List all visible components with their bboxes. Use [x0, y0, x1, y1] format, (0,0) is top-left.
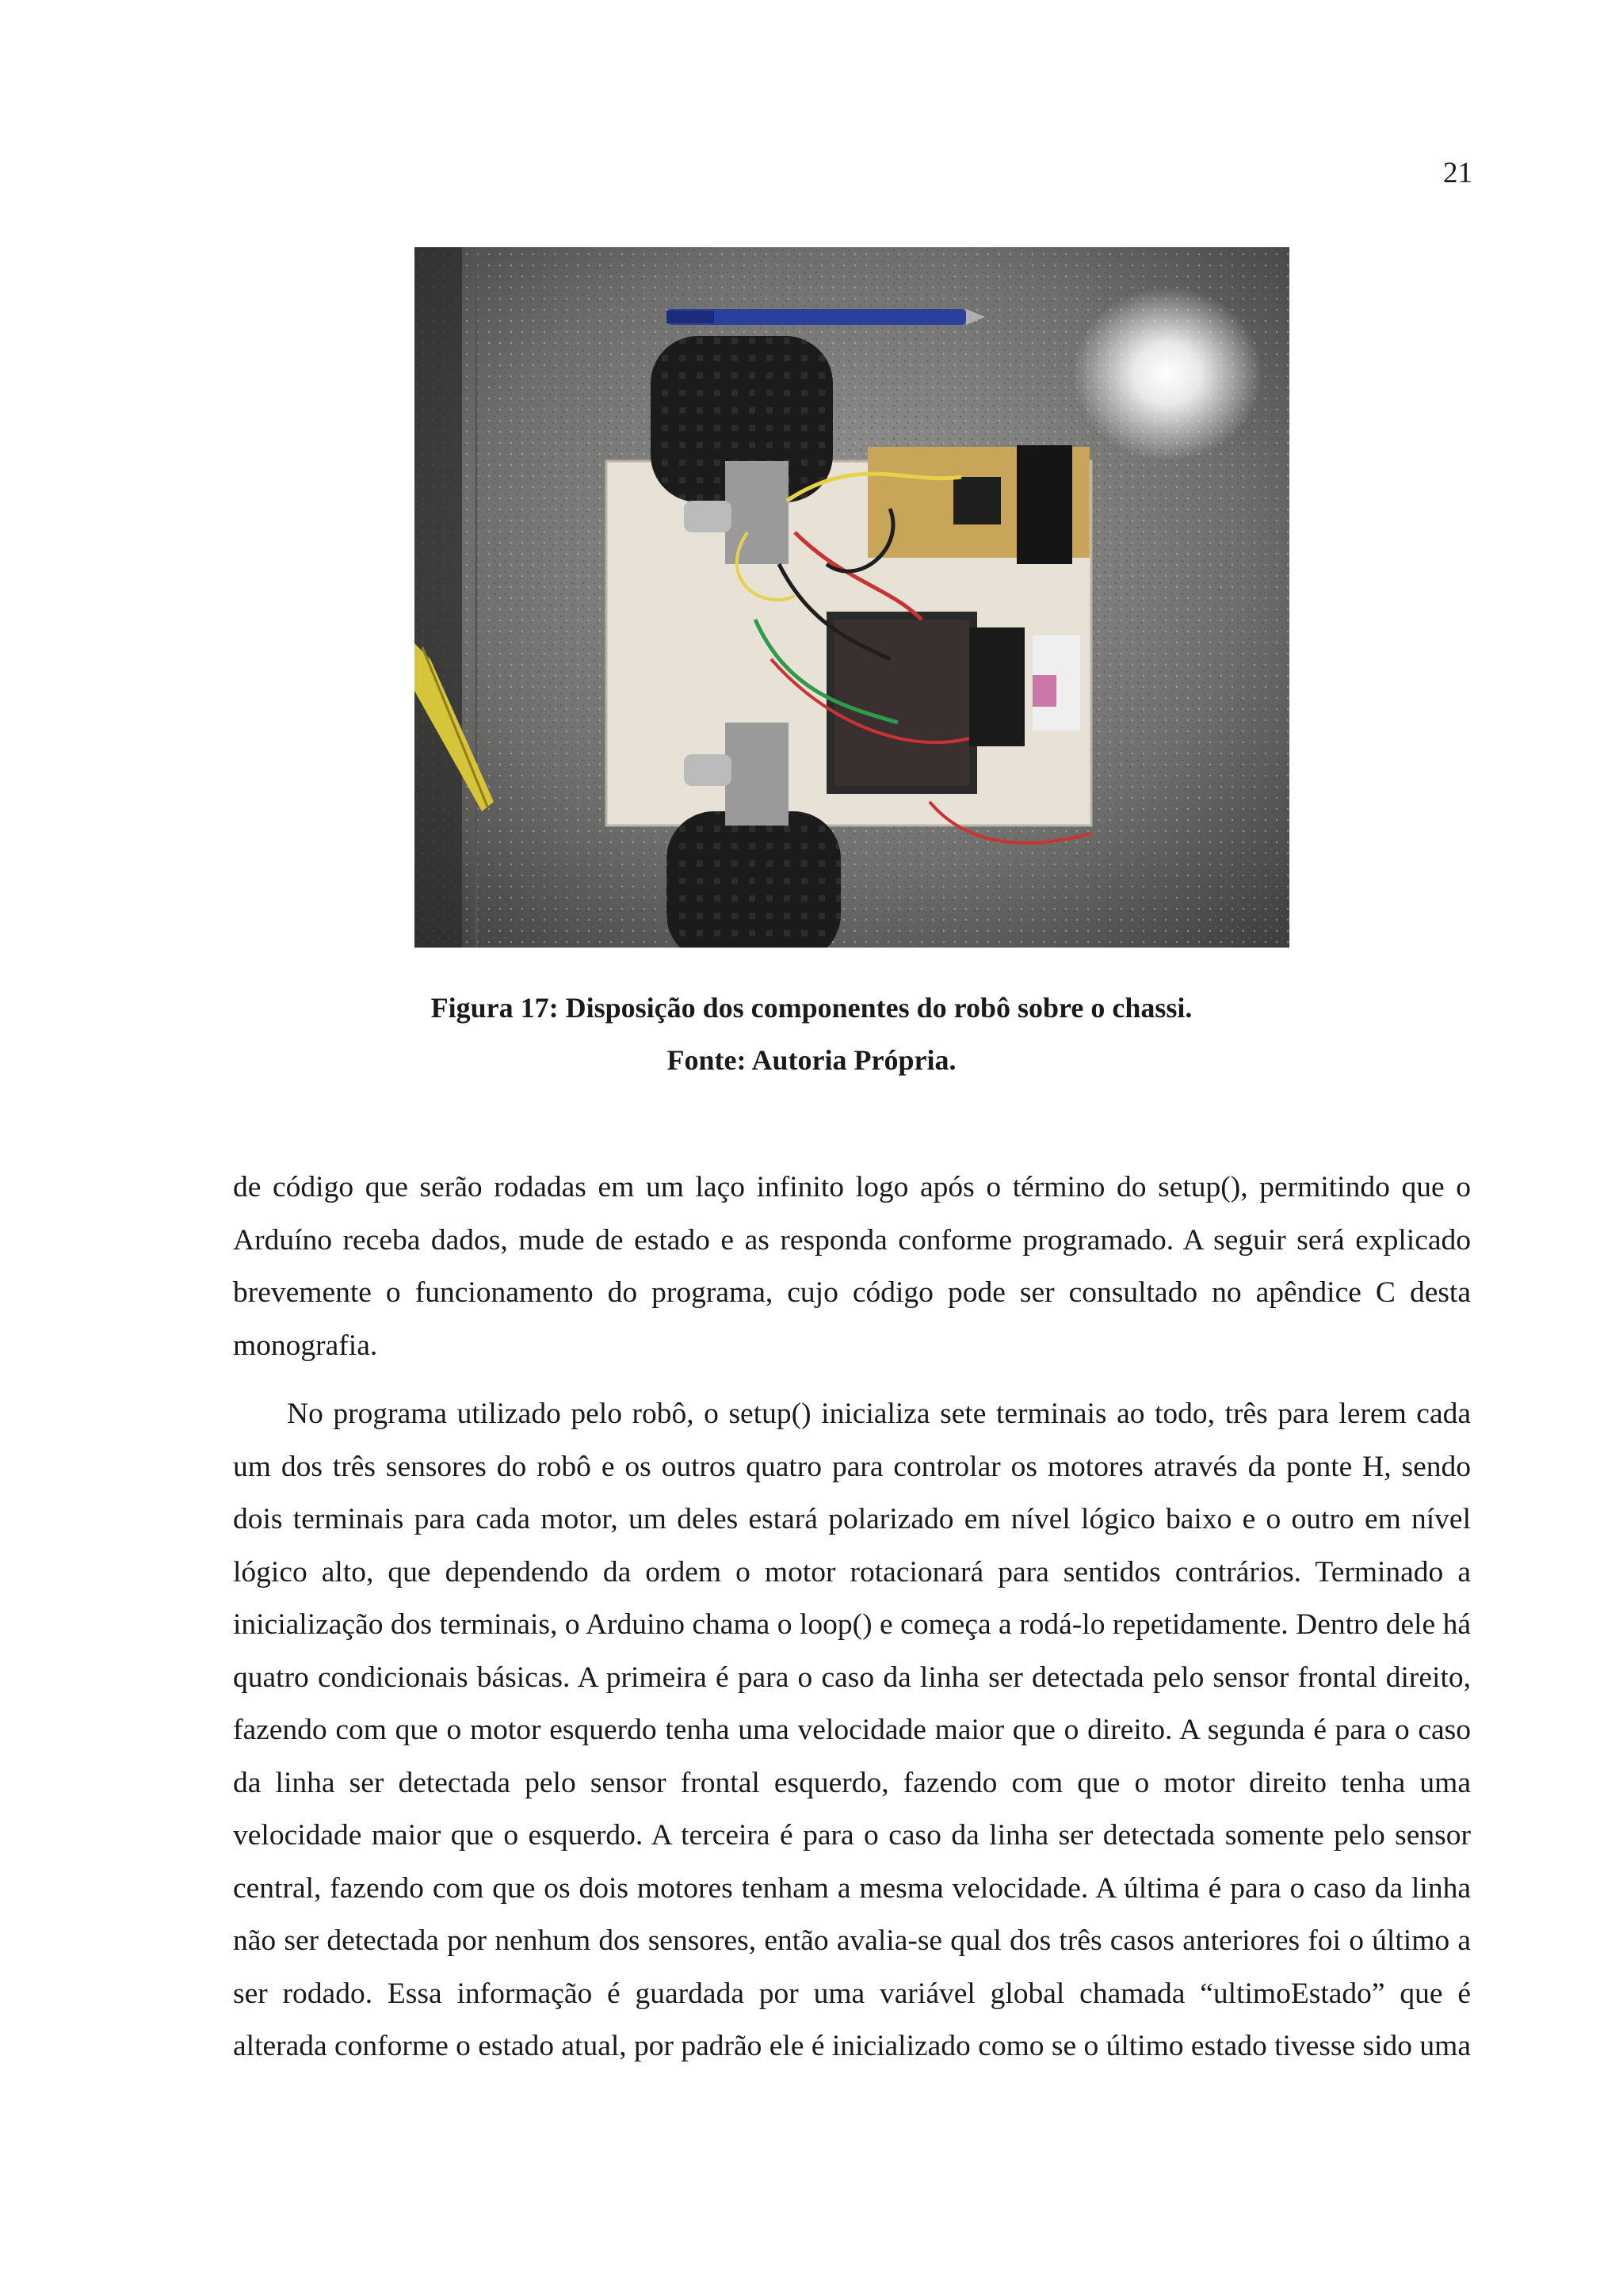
figure-caption-title: Figura 17: Disposição dos componentes do robô sobre o chassi. [430, 992, 1193, 1024]
body-text [233, 1161, 1471, 2073]
robot-chassis-photo [414, 247, 1289, 948]
paragraph-2: No programa utilizado pelo robô, o setup() inicializa sete terminais ao todo, três para lerem cada um dos três sensores do robô e os outros quatro para controlar os motores através da ponte H, sendo dois terminais para cada motor, um deles estará polarizado em nível lógico baixo e o outro em nível lógico alto, que dependendo da ordem o motor rotacionará para sentidos contrários. Terminado a inicialização dos terminais, o Arduino chama o loop() e começa a rodá-lo repetidamente. Dentro dele há quatro condicionais básicas. A primeira é para o caso da linha ser detectada pelo sensor frontal direito, fazendo com que o motor esquerdo tenha uma velocidade maior que o direito. A segunda é para o caso da linha ser detectada pelo sensor frontal esquerdo, fazendo com que o motor direito tenha uma velocidade maior que o esquerdo. A terceira é para o caso da linha ser detectada somente pelo sensor central, fazendo com que os dois motores tenham a mesma velocidade. A última é para o caso da linha não ser detectada por nenhum dos sensores, então avalia-se qual dos três casos anteriores foi o último a ser rodado. Essa informação é guardada por uma variável global chamada “ultimoEstado” que é alterada conforme o estado atual, por padrão ele é inicializado como se o último estado tivesse sido uma [233, 1398, 1471, 2062]
robot-photo-illustration [414, 247, 1289, 948]
paragraph-1: de código que serão rodadas em um laço infinito logo após o término do setup(), permitindo que o Arduíno receba dados, mude de estado e as responda conforme programado. A seguir será explicado brevemente o funcionamento do programa, cujo código pode ser consultado no apêndice C desta monografia. [233, 1171, 1471, 1362]
page-number: 21 [1443, 157, 1472, 189]
figure-caption-source: Fonte: Autoria Própria. [666, 1044, 957, 1076]
